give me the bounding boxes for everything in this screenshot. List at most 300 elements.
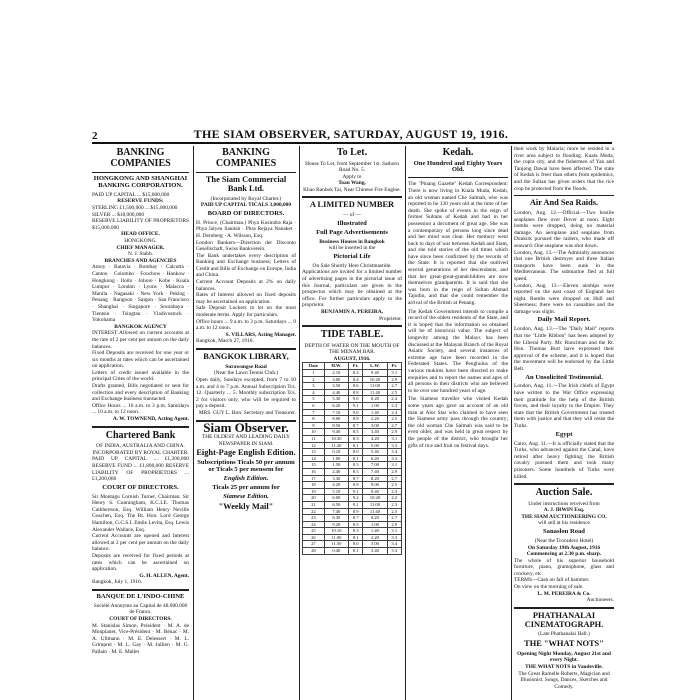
- tide-table-cell: 8.5: [348, 429, 362, 436]
- tide-table-cell: 8.1: [348, 442, 362, 449]
- bangkok-agency-label: BANGKOK AGENCY: [114, 323, 167, 330]
- tide-table-cell: 8.50: [324, 422, 348, 429]
- tide-table-cell: 9.40: [324, 429, 348, 436]
- cinema-heading: PHATHANALAI CINEMATOGRAPH.: [524, 610, 604, 629]
- air-sea-raids-heading: Air And Sea Raids.: [529, 198, 599, 208]
- tide-table-cell: 3.1: [387, 435, 401, 442]
- paid-up-capital: PAID UP CAPITAL TICALS 3,000,000: [200, 202, 292, 209]
- column-3: [302, 146, 402, 700]
- hsbc-name: HONGKONG AND SHANGHAI BANKING CORPORATION.: [93, 175, 188, 189]
- auctioneer-role: Auctioneers.: [586, 597, 614, 604]
- tide-table-cell: 1.00: [324, 455, 348, 462]
- drafts-text: Drafts granted, Bills negotiated or sent for collection and every description of Banking and Exchange business transacted.: [92, 383, 189, 403]
- tide-table-cell: 14: [303, 455, 325, 462]
- tide-table-cell: 3.3: [387, 548, 401, 555]
- tide-table-cell: 8.1: [348, 534, 362, 541]
- tide-table-cell: 8.8: [348, 389, 362, 396]
- tide-table-cell: 5.10: [324, 488, 348, 495]
- library-details: Open daily, Sundays excepted, from 7 to 10 a.m. and 4 to 7 p.m. Annual Subscription Tcs. 12. Quarterly ... 5. Monthly subscription Tcs. 2 for visitors only, who will be required to pay a deposit.: [196, 377, 296, 410]
- subscription-rate: Subscriptions Ticals 50 per annum or Ticals 5 per mensem for: [197, 459, 295, 474]
- tide-table-cell: 21: [303, 501, 325, 508]
- tide-table-row: [303, 495, 402, 502]
- cinema-bill: The Great Ramelle Roberts, Magician and Illusionist. Songs, Dances, Sketches and Comedy.: [518, 670, 610, 690]
- tide-table-cell: 11: [303, 435, 325, 442]
- inserted-label: will be inserted in the: [328, 245, 376, 252]
- tide-table-row: [303, 541, 402, 548]
- agent-signature: A. W. TOWNEND, Acting Agent.: [112, 416, 189, 423]
- tide-table-cell: 2.9: [387, 521, 401, 528]
- chartered-bank-heading: Chartered Bank: [105, 429, 176, 441]
- tide-table-cell: 6.20: [363, 455, 387, 462]
- tide-table-cell: 2.5: [387, 482, 401, 489]
- chartered-capital: PAID UP CAPITAL ... £1,200,000 RESERVE FUND ... £1,800,000 RESERVE LIABILITY OF PROPRIETORS ... £1,200,000: [92, 456, 189, 483]
- tide-table-cell: 7.10: [324, 409, 348, 416]
- head-office-city: HONGKONG.: [124, 238, 157, 244]
- auction-sale-heading: Auction Sale.: [535, 487, 593, 499]
- tide-table-cell: 1.50: [324, 462, 348, 469]
- tide-table-cell: 1.40: [363, 409, 387, 416]
- interest-text: INTEREST Allowed on current accounts at the rate of 2 per cent per annum on the daily balances.: [92, 330, 189, 350]
- full-page-label: Full Page Advertisements: [316, 228, 388, 236]
- page-masthead: [92, 126, 612, 144]
- tide-table-cell: 6.20: [324, 403, 348, 410]
- tide-table-cell: 6.00: [324, 495, 348, 502]
- tide-table-cell: 9.40: [363, 370, 387, 377]
- tide-table-cell: 3.1: [387, 370, 401, 377]
- indochine-subtitle: Société Anonyme au Capital de 48.000.000 de Francs.: [93, 602, 188, 616]
- tide-table: [302, 362, 402, 554]
- silver-line: SILVER ... $18,000,000: [92, 211, 145, 218]
- tide-table-cell: 3.3: [387, 455, 401, 462]
- tide-table-cell: 8: [303, 416, 325, 423]
- tide-table-cell: 8.9: [348, 416, 362, 423]
- tide-table-row: [303, 403, 402, 410]
- incorporated-note: (Incorporated by Royal Charter.): [210, 195, 282, 202]
- tide-table-cell: 3.3: [387, 442, 401, 449]
- tide-table-column-header: Ft.: [387, 363, 401, 370]
- sterling-line: STERLING £1,500,000 ... $15,000,000: [92, 205, 178, 212]
- english-edition-label: English Edition.: [223, 475, 269, 483]
- pictorial-life-label: Pictorial Life: [333, 252, 371, 260]
- tide-table-cell: 3.1: [387, 528, 401, 535]
- divider: [92, 172, 189, 173]
- reserve-liability: RESERVE LIABILITY OF PROPRIETORS $15,000,000: [92, 218, 189, 231]
- tide-table-cell: 2.5: [387, 389, 401, 396]
- tide-table-cell: 9.20: [324, 521, 348, 528]
- tide-table-cell: 9.1: [348, 488, 362, 495]
- chartered-dateline: Bangkok, July 1, 1916.: [92, 579, 143, 586]
- tide-table-cell: 28: [303, 548, 325, 555]
- tide-table-cell: 2.2: [387, 495, 401, 502]
- tide-table-cell: 3.4: [387, 449, 401, 456]
- tide-table-cell: 19: [303, 488, 325, 495]
- tide-table-row: [303, 422, 402, 429]
- continued-text: their work by Malaria; more he resided in a river area subject to flooding. Kuala Muda, the copra city, and the fishermen of Yan and Tanjong Dawai have been affected. The state of Kedah is freer than others from epidemics, and the Sultan has given orders that the rice crop be protected from the floods.: [514, 146, 614, 192]
- tide-table-row: [303, 370, 402, 377]
- tide-table-cell: 9.2: [348, 495, 362, 502]
- tide-table-cell: 9.1: [348, 403, 362, 410]
- on-sale-note: On Sale Shortly Here Christmastide.: [312, 262, 392, 269]
- bank-dateline: Bangkok, March 27, 1916.: [196, 338, 254, 345]
- advertising-notice: Applications are invited for a limited number of advertising pages in the pictorial issue of this Journal, particulars are given in the prospectus which may be obtained at the office. For further particulars apply to the proprietor.: [302, 269, 402, 309]
- siamese-rate: Ticals 25 per annum for: [212, 483, 280, 491]
- cinema-what-nots: THE WHAT NOTS in Vaudeville.: [525, 664, 603, 671]
- tide-table-cell: 8.3: [348, 462, 362, 469]
- tide-table-cell: 2.20: [363, 416, 387, 423]
- tide-table-cell: 2.4: [387, 409, 401, 416]
- tide-table-row: [303, 389, 402, 396]
- tide-table-row: [303, 515, 402, 522]
- tide-table-cell: 1.40: [363, 528, 387, 535]
- tide-table-cell: 2.7: [387, 515, 401, 522]
- tide-table-cell: 9.40: [363, 488, 387, 495]
- current-account-text: Current Account Deposits at 2% on daily balances.: [196, 279, 296, 292]
- tide-table-cell: 13: [303, 449, 325, 456]
- safe-deposit-text: Safe Deposit Lockers to let on the most moderate terms. Apply for particulars.: [196, 305, 296, 319]
- siam-commercial-bank-name: The Siam Commercial Bank Ltd.: [205, 175, 287, 193]
- kedah-article-para-2: The Kedah Government intends to compile a record of the oldest residents of the State, and it is hoped that the information so obtained will be of historical value. The subject of longevity among the Malays has been discussed at the Malayan Branch of the Royal Asiatic Society, and several instances of extreme age have been recorded in the Federated States. The Penghulus of the various mukims have been directed to make enquiries and to report the names and ages of all persons in their districts who are believed to be over one hundred years of age.: [408, 308, 508, 394]
- indochine-directors-list: M. Stanislas Simon, Président · M. A. de Monplanet, Vice-Président · M. Bénac · M. A. Ullmann · M. E. Delessert · M. L. Grimprel · M. L. Gay · M. Jullien · M. G. Pallain · M. E. Mallet: [92, 622, 189, 655]
- london-bankers-text: London Bankers—Direction der Disconto Gesellschaft, Swiss Bankverein.: [196, 239, 296, 253]
- auction-terms: TERMS—Cash on fall of hammer.: [514, 577, 590, 584]
- tide-table-cell: 2: [303, 376, 325, 383]
- tide-table-cell: 0.40: [324, 548, 348, 555]
- tide-table-cell: 11.00: [363, 383, 387, 390]
- tide-table-cell: 11.50: [324, 541, 348, 548]
- apply-to-label: Apply to: [342, 173, 362, 180]
- tide-table-cell: 8.30: [324, 515, 348, 522]
- auction-road: Sanaslon Road: [543, 527, 585, 535]
- tide-table-column-header: L.W.: [363, 363, 387, 370]
- tide-table-cell: 2.3: [387, 501, 401, 508]
- tide-table-column-header: Date: [303, 363, 325, 370]
- newspaper-title: THE SIAM OBSERVER, SATURDAY, AUGUST 19, 1916.: [193, 127, 509, 141]
- tide-table-cell: 4.20: [363, 435, 387, 442]
- tide-table-row: [303, 475, 402, 482]
- tide-table-cell: 3.00: [363, 541, 387, 548]
- tide-table-cell: 8.3: [348, 435, 362, 442]
- tide-table-cell: 26: [303, 534, 325, 541]
- column-rule: [511, 146, 512, 700]
- tide-table-cell: 9: [303, 422, 325, 429]
- column-rule: [193, 146, 194, 700]
- column-rule: [405, 146, 406, 700]
- board-members: H. Prince, (Chairman.) Phya Kosindra Raja · Phya Jalyeu Sanitsh · Phra Rejaya Nanaket · H. Dernberg · A. Wilsson, Esq.: [196, 219, 296, 239]
- tide-table-cell: 2.3: [387, 488, 401, 495]
- tide-table-cell: 2.5: [387, 416, 401, 423]
- divider: [92, 589, 189, 591]
- reserve-funds-label: RESERVE FUNDS:: [117, 198, 164, 205]
- tide-table-cell: 2.5: [387, 508, 401, 515]
- divider: [196, 348, 296, 350]
- tide-table-cell: 18: [303, 482, 325, 489]
- divider: [514, 607, 614, 609]
- testimonial-heading: An Unsolicited Testimonial.: [525, 373, 603, 381]
- divider: [408, 177, 508, 178]
- air-sea-raids-para-1: London, Aug. 12.—Official.—Two hostile seaplanes flew over Dover at noon. Eight bombs were dropped, doing no material damage. An aeroplane and seaplane from Dunkirk pursued the raiders, who made off seaward. One seaplane was shot down.: [514, 209, 614, 249]
- tide-table-cell: 2.9: [387, 376, 401, 383]
- paid-up-capital: PAID UP CAPITAL ... $15,000,000: [92, 191, 170, 198]
- tide-table-cell: 0.20: [363, 515, 387, 522]
- tide-table-row: [303, 462, 402, 469]
- tide-table-row: [303, 508, 402, 515]
- tide-table-cell: 8.7: [348, 475, 362, 482]
- divider: [196, 172, 296, 173]
- daily-mail-heading: Daily Mail Report.: [537, 316, 591, 324]
- tide-table-cell: 5.30: [324, 396, 348, 403]
- tide-table-cell: 8.1: [348, 548, 362, 555]
- tide-table-row: [303, 482, 402, 489]
- tide-table-cell: 8.1: [348, 455, 362, 462]
- column-1: [92, 146, 189, 700]
- tide-table-cell: 8.0: [348, 449, 362, 456]
- to-let-text: House To Let, from September 1st. Sathorn Road No. 5.: [305, 160, 399, 174]
- tide-table-row: [303, 501, 402, 508]
- siam-observer-masthead: Siam Observer.: [203, 419, 289, 435]
- kedah-subheading: One Hundred and Eighty Years Old.: [413, 159, 503, 174]
- tide-table-cell: 8.7: [348, 422, 362, 429]
- indochine-heading: BANQUE DE L'INDO-CHINE: [96, 592, 185, 600]
- chartered-bank-subtitle: OF INDIA, AUSTRALIA AND CHINA.: [96, 443, 185, 450]
- tide-table-cell: 1: [303, 370, 325, 377]
- tide-table-cell: 2.20: [363, 534, 387, 541]
- auction-goods: The whole of his superior household furniture, piano, gramophone, glass and crockery, etc.: [514, 557, 614, 577]
- tide-table-cell: 8.7: [348, 515, 362, 522]
- limited-number-heading: A LIMITED NUMBER: [309, 200, 395, 210]
- tide-table-cell: 27: [303, 541, 325, 548]
- tide-table-row: [303, 376, 402, 383]
- chief-manager-label: CHIEF MANAGER.: [116, 244, 165, 251]
- letters-of-credit-text: Letters of credit issued available in the principal Cities of the world.: [92, 369, 189, 383]
- tide-table-cell: 16: [303, 468, 325, 475]
- tide-table-cell: 24: [303, 521, 325, 528]
- tide-table-subtitle: DEPTH OF WATER ON THE MOUTH OF THE MENAM BAR.: [304, 342, 400, 356]
- tide-table-row: [303, 468, 402, 475]
- auction-location: (Near the Trocadero Hotel): [534, 537, 594, 544]
- tide-table-cell: 11.40: [363, 508, 387, 515]
- egypt-text: Cairo, Aug. 11.—It is officially stated that the Turks, who advanced against the Canal, have retired after heavy fighting; the British cavalry pursued them and took many prisoners. Some hundreds of Turks were killed.: [514, 440, 614, 480]
- air-sea-raids-para-2: London, Aug. 13.—The Admiralty announces that one British destroyer and three Italian transports have been sunk in the Mediterranean. The submarine fled at full speed.: [514, 249, 614, 282]
- illustrated-label: Illustrated: [337, 219, 367, 227]
- siamese-edition-label: Siamese Edition.: [223, 492, 269, 500]
- auctioneer-name: L. M. PEREIRA & Co.: [537, 590, 591, 597]
- tide-table-cell: 7.40: [363, 468, 387, 475]
- library-signature: MRS. GUY L. Hon. Secretary and Treasurer.: [198, 409, 296, 416]
- tide-table-cell: 20: [303, 495, 325, 502]
- kedah-article-para-1: The "Pinang Gazette" Kedah Correspondent: There is now living in Kuala Muda, Kedah, an old woman named Che Salmah, who was reported to be 130 years old at the time of her death. She spoke of events in the reign of former Sultans of Kedah and had in her possession a document of great age. She was a contemporary of persons long since dead and her mind was clear. Her memory went back to days of war between Kedah and Siam, and she told stories of the old times which have since been confirmed by the records of the State. It is reported that she outlived several generations of her descendants, and that her great-great-grandchildren are now themselves grandparents. It is said that she was born in the reign of Sultan Ahmad Tajudin, and that she could remember the arrival of the British at Penang.: [408, 181, 508, 307]
- tide-table-cell: 1.00: [363, 521, 387, 528]
- bangkok-library-heading: BANGKOK LIBRARY,: [203, 352, 289, 362]
- tide-table-row: [303, 396, 402, 403]
- tide-table-row: [303, 521, 402, 528]
- business-houses-label: Business Houses in Bangkok: [319, 238, 385, 245]
- air-sea-raids-para-3: London, Aug. 13.—Eleven airships were reported on the east coast of England last night. Bombs were dropped on Hull and Sheerness; there were no casualties and the damage was slight.: [514, 282, 614, 315]
- tide-table-cell: 10.30: [324, 435, 348, 442]
- tide-table-cell: 10.10: [324, 528, 348, 535]
- auction-will-sell: will sell at his residence: [538, 520, 590, 527]
- of-separator: — of —: [343, 212, 361, 219]
- tide-table-cell: 15: [303, 462, 325, 469]
- banking-companies-heading: BANKING COMPANIES: [110, 147, 171, 169]
- tide-table-cell: 6: [303, 403, 325, 410]
- proprietor-role: Proprietor.: [379, 315, 402, 322]
- tide-table-column-header: Ft.: [348, 363, 362, 370]
- manager-signature: S. VILLARS, Acting Manager.: [225, 331, 296, 338]
- column-5: [514, 146, 614, 700]
- tide-table-cell: 3.40: [363, 429, 387, 436]
- tide-table-cell: 2.3: [387, 403, 401, 410]
- tide-table-cell: 3.4: [387, 541, 401, 548]
- tide-table-cell: 3: [303, 383, 325, 390]
- tide-table-cell: 11.00: [363, 501, 387, 508]
- deposits-text: Deposits are received for fixed periods at rates which can be ascertained on application.: [92, 552, 189, 573]
- tide-table-cell: 0.20: [363, 396, 387, 403]
- fixed-deposits-text: Fixed Deposits are received for one year or six months at rates which can be ascertained on application.: [92, 350, 189, 370]
- tide-table-cell: 9.00: [363, 482, 387, 489]
- tide-table-cell: 3.1: [387, 462, 401, 469]
- to-let-heading: To Let.: [336, 147, 368, 158]
- page-number: 2: [92, 130, 98, 142]
- tide-table-body: [303, 370, 402, 555]
- tide-table-cell: 17: [303, 475, 325, 482]
- tide-table-cell: 3.3: [387, 534, 401, 541]
- board-of-directors-heading: BOARD OF DIRECTORS.: [207, 209, 285, 217]
- banking-companies-heading: BANKING COMPANIES: [215, 147, 277, 169]
- divider: [302, 196, 402, 198]
- divider: [302, 325, 402, 327]
- indochine-directors-heading: COURT OF DIRECTORS.: [109, 616, 172, 623]
- tide-table-cell: 8.6: [348, 383, 362, 390]
- tide-table-cell: 7.40: [324, 508, 348, 515]
- kedah-article-para-3: The Siamese traveller who visited Kedah some years ago gave an account of an old man at Alor Star who claimed to have seen the Siamese army pass through the country; the old woman Che Salmah was said to be even older, and was held in great respect by the people of the district, who brought her gifts of rice and fruit on festival days.: [408, 396, 508, 449]
- branches-heading: BRANCHES AND AGENCIES: [104, 257, 177, 264]
- tide-table-month: AUGUST, 1916.: [333, 355, 371, 362]
- chartered-signature: G. H. ALLEN, Agent.: [139, 572, 189, 579]
- tide-table-cell: 2.7: [387, 422, 401, 429]
- english-edition-heading: Eight-Page English Edition.: [196, 448, 296, 458]
- tide-table-cell: 4: [303, 389, 325, 396]
- tide-table-cell: 8.9: [348, 482, 362, 489]
- auction-view: On view on the morning of sale.: [514, 584, 584, 591]
- transactions-text: The Bank undertakes every description of Banking and Exchange business; Letters of Credit and Bills of Exchange on Europe, India and China.: [196, 252, 296, 279]
- tide-table-cell: 8.0: [348, 541, 362, 548]
- tide-table-cell: 7: [303, 409, 325, 416]
- tide-table-cell: 8.9: [348, 508, 362, 515]
- tide-table-cell: 6.50: [324, 501, 348, 508]
- contact-name: Toan Wang,: [338, 180, 366, 187]
- tide-table-row: [303, 548, 402, 555]
- tide-table-cell: 2.4: [387, 396, 401, 403]
- tide-table-cell: 4.20: [324, 482, 348, 489]
- auction-date: On Saturday 19th August, 1916 Commencing at 2.30 p.m. sharp.: [526, 544, 602, 558]
- court-of-directors-heading: COURT OF DIRECTORS.: [102, 483, 179, 491]
- siam-observer-tagline: THE OLDEST AND LEADING DAILY NEWSPAPER IN SIAM.: [202, 434, 290, 447]
- tide-table-cell: 2.7: [387, 383, 401, 390]
- office-hours: Office Hours ... 10 a.m. to 3 p.m. Saturdays ... 10 a.m. to 12 noon.: [92, 402, 189, 416]
- tide-table-cell: 9.0: [348, 409, 362, 416]
- chief-manager-name: N. J. Stabb.: [127, 251, 153, 258]
- tide-table-cell: 8.20: [363, 475, 387, 482]
- auction-instructions: Under instructions received from: [528, 500, 600, 507]
- tide-table-cell: 5.00: [363, 442, 387, 449]
- tide-table-cell: 3.30: [324, 475, 348, 482]
- current-accounts-text: Current Accounts are opened and Interest allowed at 2 per cent per annum on the daily balance.: [92, 533, 189, 553]
- tide-table-cell: 8.5: [348, 468, 362, 475]
- testimonial-text: London, Aug. 11.—The Irish chiefs of Egypt have written to the War Office expressing their gratitude for the help of the British forces, and their loyalty to the Empire. They state that the British Government has treated them with justice and that they will resist the Turks.: [514, 383, 614, 430]
- tide-table-cell: 5.40: [363, 449, 387, 456]
- tide-table-cell: 5: [303, 396, 325, 403]
- tide-table-cell: 8.3: [348, 528, 362, 535]
- branches-list: Amoy · Batavia · Bombay · Calcutta · Canton · Colombo · Foochow · Hankow · Hongkong · Iloilo · Johore · Kobe · Kuala Lumpur · London · Lyons · Malacca · Manila · Nagasaki · New York · Peking · Penang · Rangoon · Saigon · San Francisco · Shanghai · Singapore · Sourabaya · Tientsin · Tsingtau · Vladivostock · Yokohama: [92, 264, 189, 324]
- tide-table-cell: 3.40: [363, 548, 387, 555]
- column-rule: [299, 146, 300, 700]
- tide-table-cell: 2.10: [324, 370, 348, 377]
- tide-table-cell: 7.00: [363, 462, 387, 469]
- cinema-subheading: (Late Phathanalai Hall.): [538, 631, 590, 638]
- library-road: Surawongse Road: [225, 363, 267, 370]
- tide-table-row: [303, 488, 402, 495]
- tide-table-cell: 11.20: [324, 442, 348, 449]
- tide-table-cell: 2.40: [324, 468, 348, 475]
- tide-table-row: [303, 383, 402, 390]
- what-nots-heading: THE "WHAT NOTS": [524, 639, 604, 649]
- tide-table-row: [303, 409, 402, 416]
- tide-table-cell: 3.00: [363, 422, 387, 429]
- tide-table-cell: 23: [303, 515, 325, 522]
- fixed-interest-text: Rates of Interest allowed on fixed deposits may be ascertained on application.: [196, 292, 296, 305]
- tide-table-cell: 11.40: [363, 389, 387, 396]
- tide-table-cell: 10: [303, 429, 325, 436]
- weekly-mail-label: "Weekly Mail": [218, 501, 274, 511]
- tide-table-cell: 8.4: [348, 376, 362, 383]
- tide-table-row: [303, 429, 402, 436]
- tide-table-cell: 3.50: [324, 383, 348, 390]
- tide-table-heading: TIDE TABLE.: [320, 329, 384, 341]
- tide-table-cell: 11.00: [324, 534, 348, 541]
- tide-table-cell: 4.40: [324, 389, 348, 396]
- column-4: [408, 146, 508, 700]
- tide-table-cell: 9.1: [348, 501, 362, 508]
- tide-table-row: [303, 449, 402, 456]
- tide-table-cell: 8.5: [348, 521, 362, 528]
- divider: [92, 426, 189, 428]
- tide-table-cell: 3.00: [324, 376, 348, 383]
- tide-table-row: [303, 528, 402, 535]
- egypt-heading: Egypt: [555, 430, 573, 438]
- tide-table-cell: 2.7: [387, 475, 401, 482]
- divider: [514, 483, 614, 485]
- tide-table-row: [303, 455, 402, 462]
- tide-table-row: [303, 435, 402, 442]
- proprietor-name: BENJAMIN A. PEREIRA,: [321, 308, 383, 315]
- office-hours: Office hours ... 9 a.m. to 3 p.m. Saturdays ... 9 a.m. to 12 noon.: [196, 318, 296, 332]
- daily-mail-text: London, Aug. 13.—The "Daily Mail" reports that the "Little Ribbon" has been adopted by the Liberal Party. Mr. Runciman and the Rt. Hon. Thomas Burt have expressed their approval of the scheme, and it is hoped that the movement will be endorsed by the Little Belt.: [514, 326, 614, 372]
- tide-table-cell: 8.2: [348, 370, 362, 377]
- tide-table-cell: 10.20: [363, 495, 387, 502]
- tide-table-cell: 22: [303, 508, 325, 515]
- tide-table-cell: 0.10: [324, 449, 348, 456]
- column-2: [196, 146, 296, 700]
- tide-table-row: [303, 442, 402, 449]
- tide-table-cell: 10.20: [363, 376, 387, 383]
- cinema-opening-night: Opening Night Monday, August 21st and every Night.: [517, 650, 611, 664]
- tide-table-row: [303, 534, 402, 541]
- directors-list: Sir Montagu Cornish Turner, Chairman. Sir Henry S. Cunningham, K.C.I.E. Thomas Cuthbertson, Esq. William Henry Neville Goschen, Esq. The Rt. Hon. Lord George Hamilton, G.C.S.I. Emile Levita, Esq. Lewis Alexander Wallace, Esq.: [92, 493, 189, 533]
- tide-table-cell: 9.0: [348, 396, 362, 403]
- tide-table-header-row: [303, 363, 402, 370]
- auction-client-name: A. J. IRWIN Esq.: [543, 507, 585, 514]
- tide-table-cell: 1.00: [363, 403, 387, 410]
